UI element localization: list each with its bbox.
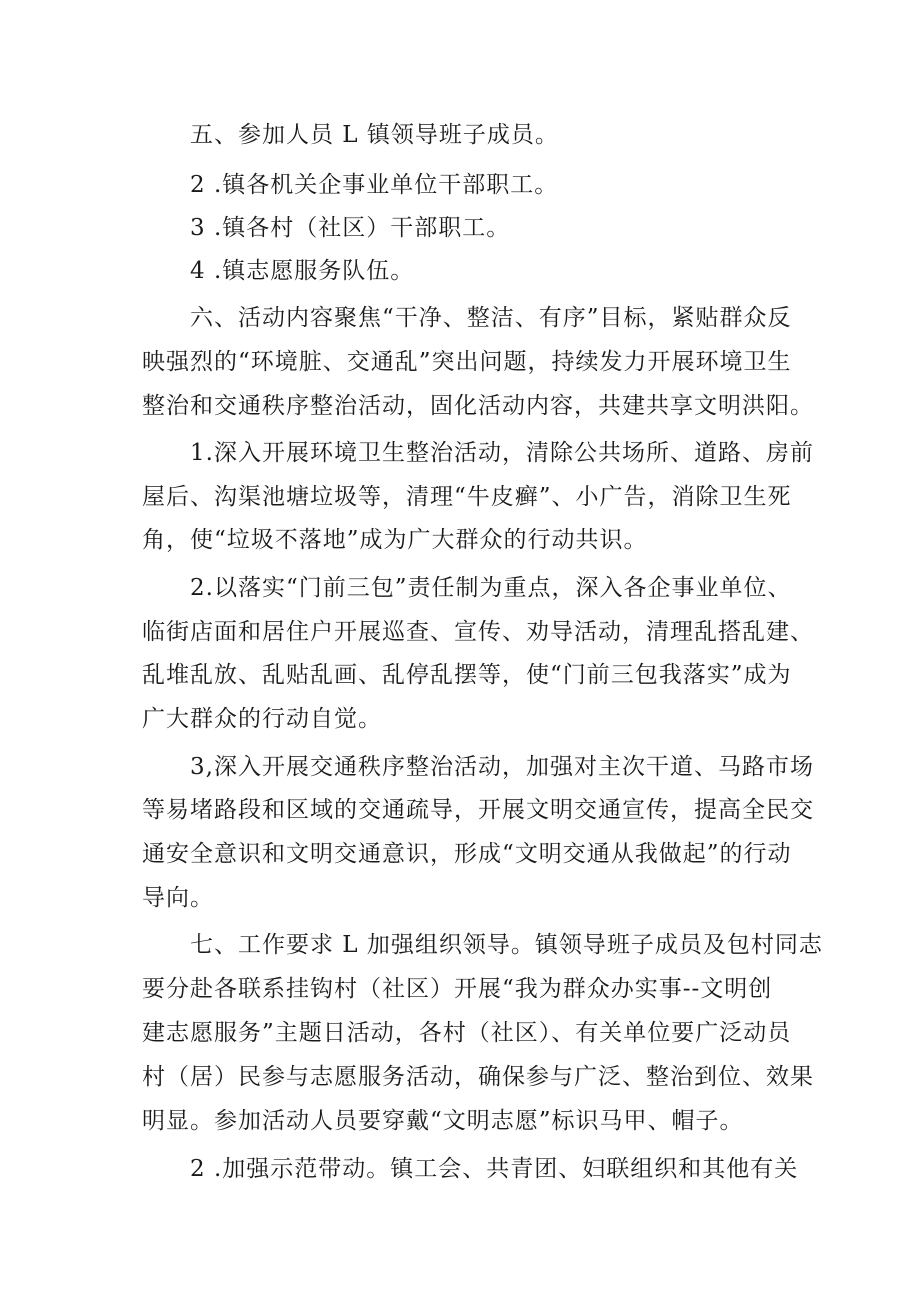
text-line: 3 .镇各村（社区）干部职工。 (190, 215, 511, 241)
text-line: 乱堆乱放、乱贴乱画、乱停乱摆等，使“门前三包我落实”成为 (142, 662, 792, 688)
text-line: 广大群众的行动自觉。 (142, 706, 382, 732)
text-line: 等易堵路段和区域的交通疏导，开展文明交通宣传，提高全民交 (142, 797, 814, 823)
text-line: 3,深入开展交通秩序整治活动，加强对主次干道、马路市场 (190, 754, 814, 780)
text-line: 4 .镇志愿服务队伍。 (190, 258, 415, 284)
text-line: 1.深入开展环境卫生整治活动，清除公共场所、道路、房前 (190, 440, 814, 466)
text-line: 临街店面和居住户开展巡查、宣传、劝导活动，清理乱搭乱建、 (142, 619, 814, 645)
text-line: 2.以落实“门前三包”责任制为重点，深入各企事业单位、 (190, 575, 792, 601)
text-line: 明显。参加活动人员要穿戴“文明志愿”标识马甲、帽子。 (142, 1108, 744, 1134)
text-line: 整治和交通秩序整治活动，固化活动内容，共建共享文明洪阳。 (142, 393, 814, 419)
text-line: 通安全意识和文明交通意识，形成“文明交通从我做起”的行动 (142, 841, 792, 867)
text-line: 2 .加强示范带动。镇工会、共青团、妇联组织和其他有关 (190, 1156, 799, 1182)
text-line: 角，使“垃圾不落地”成为广大群众的行动共识。 (142, 527, 648, 553)
text-line: 七、工作要求 L 加强组织领导。镇领导班子成员及包村同志 (190, 932, 823, 958)
text-line: 五、参加人员 L 镇领导班子成员。 (190, 122, 559, 148)
text-line: 要分赴各联系挂钩村（社区）开展“我为群众办实事--文明创 (142, 976, 773, 1002)
text-line: 村（居）民参与志愿服务活动，确保参与广泛、整治到位、效果 (142, 1064, 814, 1090)
text-line: 导向。 (142, 885, 214, 911)
text-line: 六、活动内容聚焦“干净、整洁、有序”目标，紧贴群众反 (190, 305, 792, 331)
text-line: 2 .镇各机关企事业单位干部职工。 (190, 172, 559, 198)
text-line: 屋后、沟渠池塘垃圾等，清理“牛皮癣”、小广告，消除卫生死 (142, 484, 792, 510)
text-line: 建志愿服务”主题日活动，各村（社区）、有关单位要广泛动员 (142, 1020, 792, 1046)
text-line: 映强烈的“环境脏、交通乱”突出问题，持续发力开展环境卫生 (142, 349, 792, 375)
